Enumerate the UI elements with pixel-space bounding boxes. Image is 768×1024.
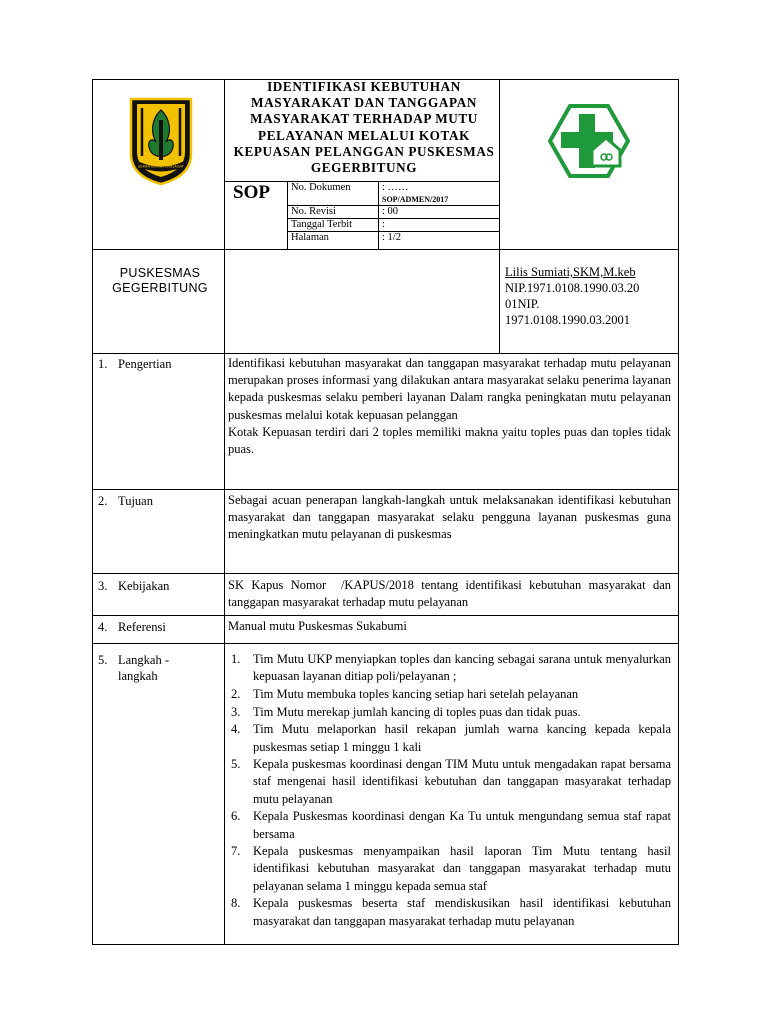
sop-label: SOP <box>233 182 270 203</box>
meta-divider-a <box>287 181 288 249</box>
section-title: Tujuan <box>118 494 153 508</box>
meta-divider-b <box>378 181 379 249</box>
meta-label-no-revisi: No. Revisi <box>291 206 336 217</box>
list-item: 7. Kepala puskesmas menyampaikan hasil laporan Tim Mutu tentang hasil identifikasi kebutuhan masyarakat dan tanggapan masyarakat terhadap mutu pelayanan selama 1 minggu kepada semua staf <box>231 844 671 893</box>
meta-label-no-dokumen: No. Dokumen <box>291 182 351 193</box>
pengertian-paragraph-2: Kotak Kepuasan terdiri dari 2 toples memiliki makna yaitu toples puas dan toples tidak puas. <box>228 424 671 457</box>
section-num: 3. <box>98 579 108 593</box>
section-body-referensi: Manual mutu Puskesmas Sukabumi <box>228 619 407 633</box>
section-num: 2. <box>98 494 108 508</box>
section-label-tujuan <box>98 493 153 509</box>
meta-value-no-dokumen-code: SOP/ADMEN/2017 <box>382 195 449 204</box>
section-body-kebijakan: SK Kapus Nomor /KAPUS/2018 tentang identifikasi kebutuhan masyarakat dan tanggapan masyarakat terhadap mutu pelayanan <box>228 578 675 610</box>
list-item: 5. Kepala puskesmas koordinasi dengan TIM Mutu untuk mengadakan rapat bersama staf mengenai hasil identifikasi kebutuhan dan tanggapan masyarakat terhadap mutu pelayanan <box>231 757 671 806</box>
organization-name <box>92 266 228 296</box>
pengertian-paragraph-1: Identifikasi kebutuhan masyarakat dan tanggapan masyarakat terhadap mutu pelayanan merupakan proses informasi yang dilakukan antara masyarakat selaku penerima layanan kepada puskesmas selaku pemberi layanan Dalam rangka peningkatan mutu pelayanan puskesmas melalui kotak kepuasan pelanggan <box>228 356 671 422</box>
signatory-nip-line3: 1971.0108.1990.03.2001 <box>505 313 630 327</box>
section-label-pengertian <box>98 356 171 372</box>
row-divider-4 <box>92 643 679 644</box>
section-num: 4. <box>98 620 108 634</box>
row-divider-2 <box>92 573 679 574</box>
section-body-tujuan: Sebagai acuan penerapan langkah-langkah untuk melaksanakan identifikasi kebutuhan masyarakat dan tanggapan masyarakat selaku pengguna layanan puskesmas guna meningkatkan mutu pelayanan di puskesmas <box>228 493 671 542</box>
signatory-nip-line1: NIP.1971.0108.1990.03.20 <box>505 281 640 295</box>
list-item: 2. Tim Mutu membuka toples kancing setiap hari setelah pelayanan <box>231 686 579 701</box>
row-divider-1 <box>92 489 679 490</box>
section-title: Langkah - <box>118 653 170 667</box>
organization-name-line2: GEGERBITUNG <box>112 281 208 295</box>
signatory-block <box>505 264 677 328</box>
list-item: 8. Kepala puskesmas beserta staf mendiskusikan hasil identifikasi kebutuhan masyarakat dan tanggapan masyarakat terhadap mutu pelayanan <box>231 896 671 928</box>
section-title-cont: langkah <box>118 669 158 683</box>
meta-value-no-revisi: : 00 <box>382 206 399 217</box>
meta-label-tanggal-terbit: Tanggal Terbit <box>291 219 353 230</box>
section-num: 5. <box>98 653 108 667</box>
meta-value-no-dokumen: : …… <box>382 182 409 193</box>
section-body-pengertian <box>228 355 671 458</box>
row-divider-3 <box>92 615 679 616</box>
list-item: 4. Tim Mutu melaporkan hasil rekapan jumlah warna kancing kepada kepala puskesmas setiap 1 minggu 1 kali <box>231 722 671 754</box>
meta-label-halaman: Halaman <box>291 232 329 243</box>
regency-crest-icon <box>128 96 194 186</box>
section-title: Kebijakan <box>118 579 170 593</box>
section-title: Pengertian <box>118 357 172 371</box>
section-title: Referensi <box>118 620 166 634</box>
list-item: 6. Kepala Puskesmas koordinasi dengan Ka Tu untuk mengundang semua staf rapat bersama <box>231 809 671 841</box>
langkah-steps-list <box>228 651 678 930</box>
puskesmas-cross-icon <box>548 104 630 178</box>
section-num: 1. <box>98 357 108 371</box>
signatory-name: Lilis Sumiati,SKM,M.keb <box>505 265 636 279</box>
meta-value-halaman: : 1/2 <box>382 232 401 243</box>
section-label-referensi <box>98 619 166 635</box>
list-item: 1. Tim Mutu UKP menyiapkan toples dan kancing sebagai sarana untuk menyalurkan kepuasan layanan ditiap poli/pelayanan ; <box>231 652 678 684</box>
row-divider-header <box>92 249 679 250</box>
section-label-langkah <box>98 652 169 684</box>
signatory-nip-line2: 01NIP. <box>505 297 540 311</box>
col-divider-left <box>224 79 225 945</box>
meta-value-tanggal-terbit: : <box>382 219 385 230</box>
row-divider-org <box>92 353 679 354</box>
section-label-kebijakan <box>98 578 169 594</box>
organization-name-line1: PUSKESMAS <box>119 266 201 280</box>
crest-motto: SEKAR BUANA LAN JAGAT <box>138 164 184 169</box>
document-title: IDENTIFIKASI KEBUTUHAN MASYARAKAT DAN TANGGAPAN MASYARAKAT TERHADAP MUTU PELAYANAN MELALUI KOTAK KEPUASAN PELANGGAN PUSKESMAS GEGERBITUNG <box>233 79 495 176</box>
list-item: 3. Tim Mutu merekap jumlah kancing di toples puas dan tidak puas. <box>231 704 581 719</box>
